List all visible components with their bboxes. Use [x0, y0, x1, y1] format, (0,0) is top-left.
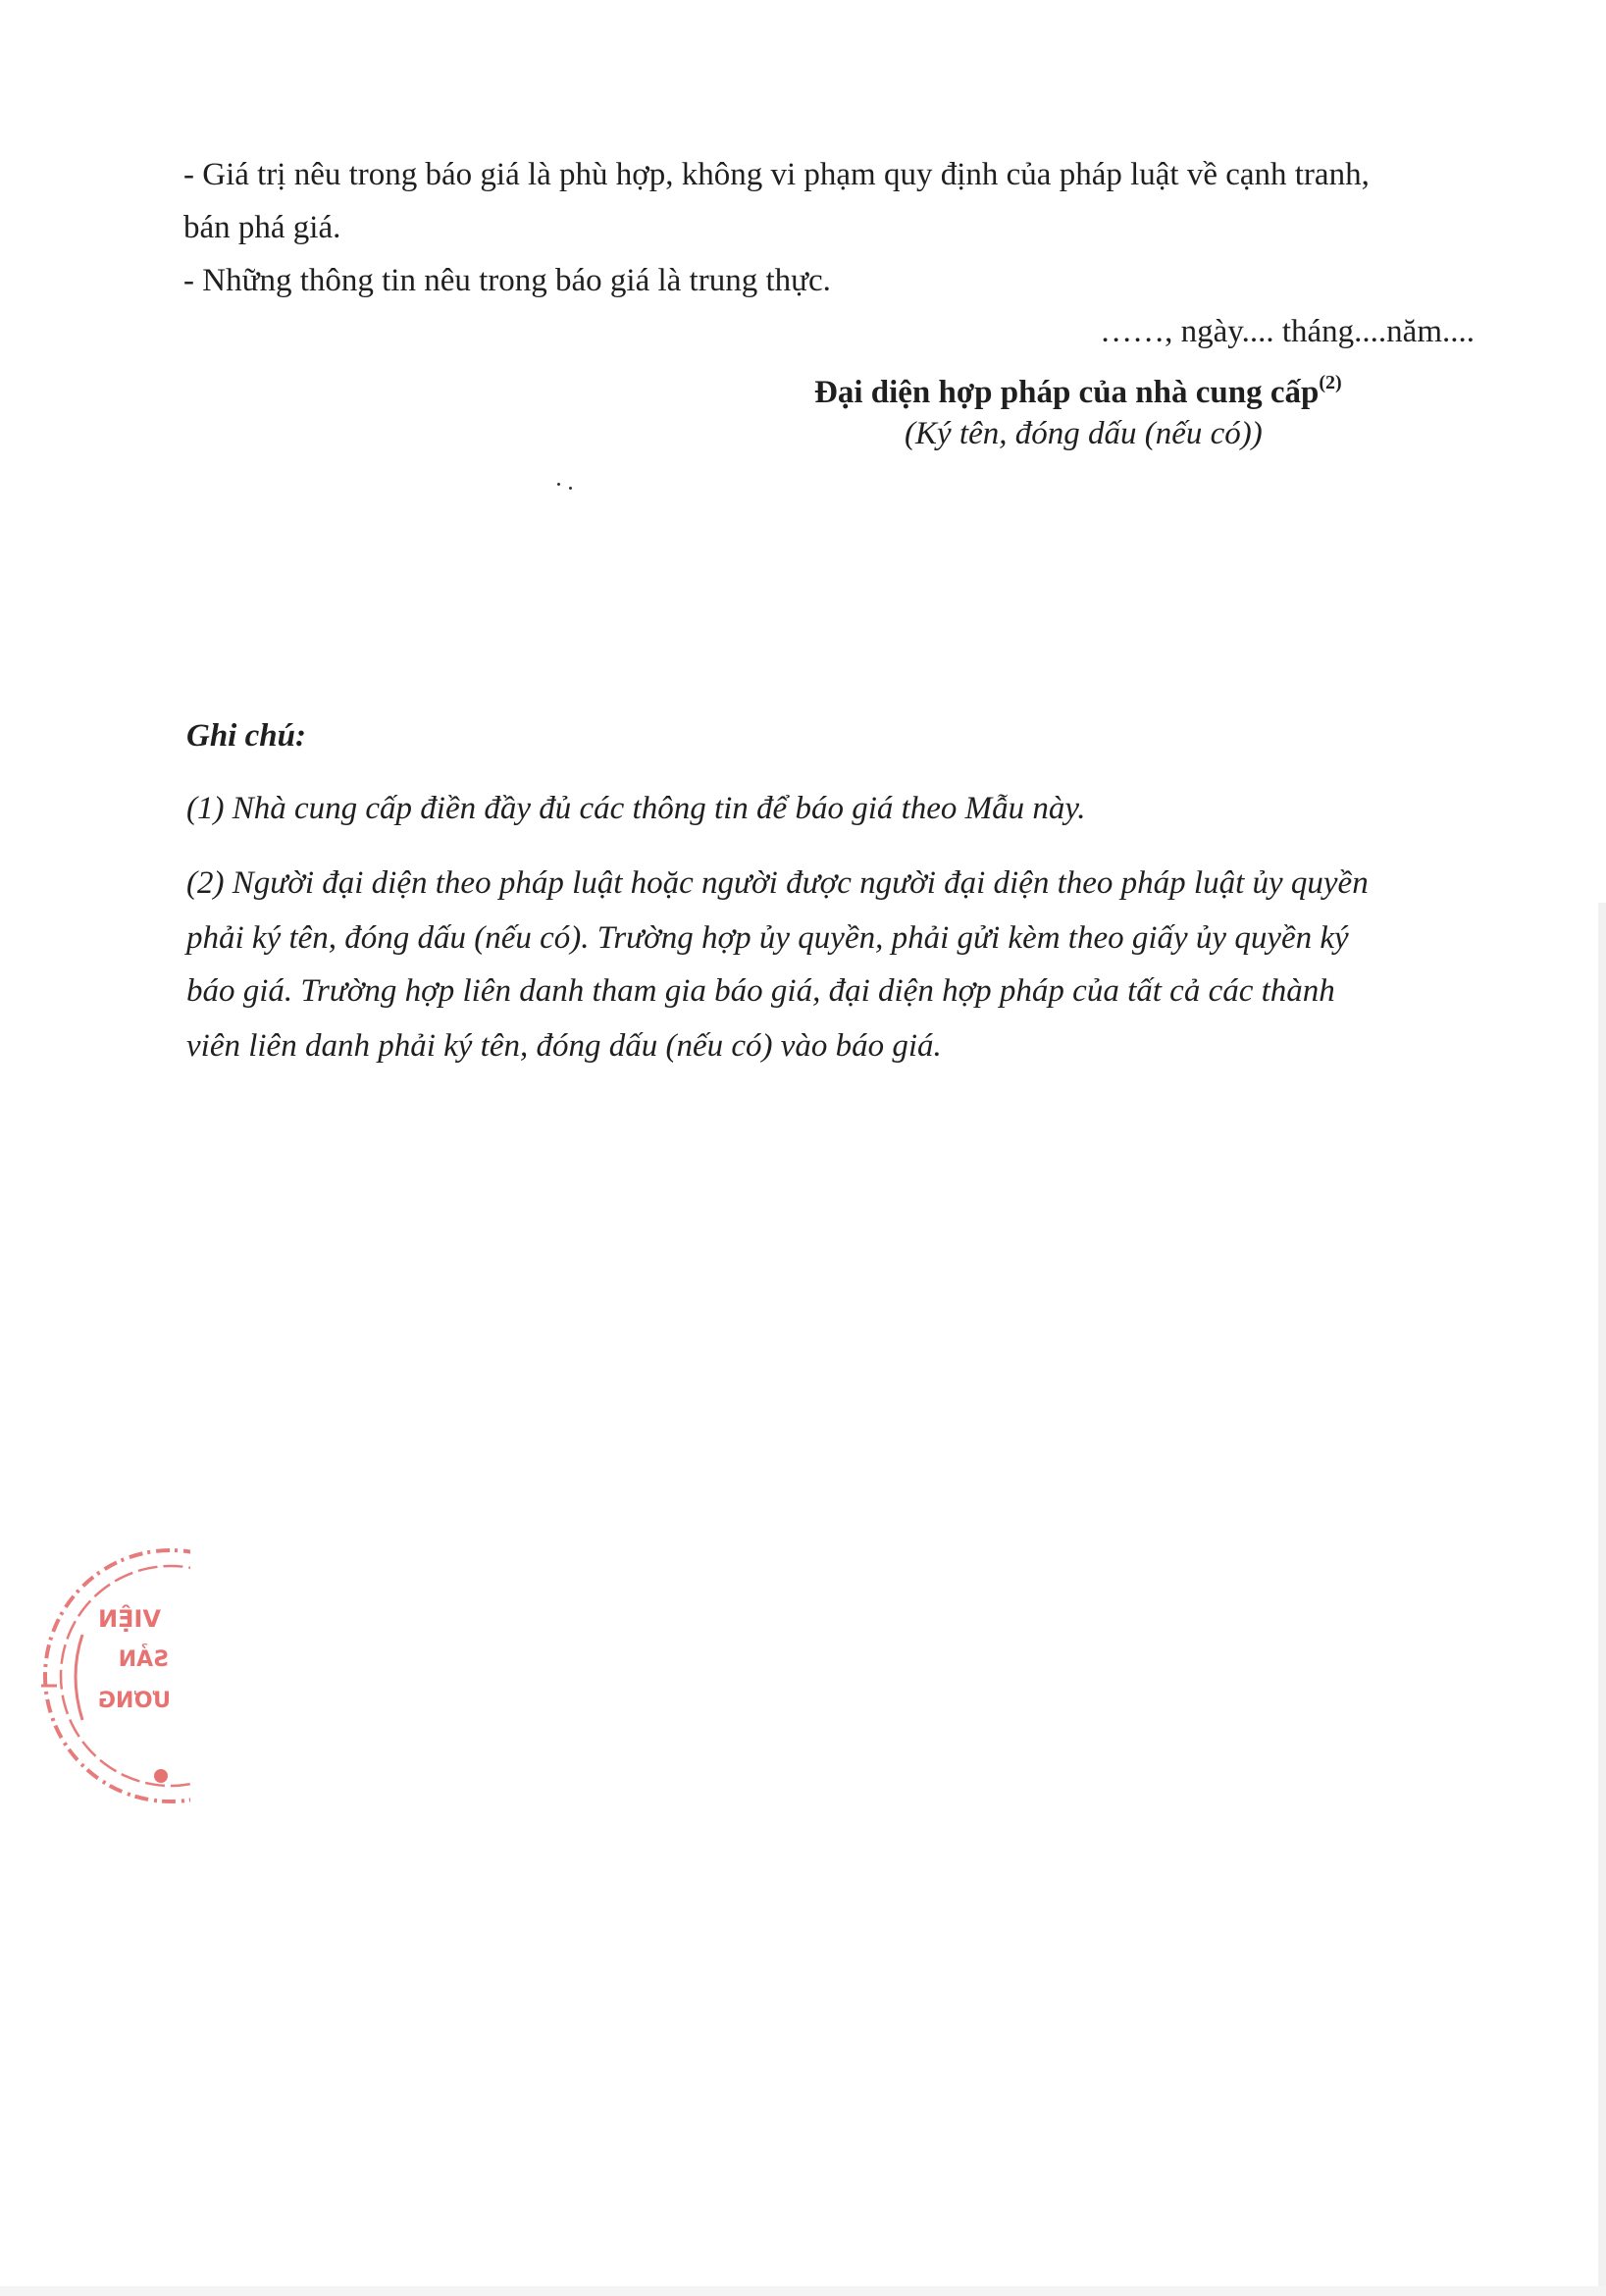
note-line-3: phải ký tên, đóng dấu (nếu có). Trường hợp ủy quyền, phải gửi kèm theo giấy ủy quyền ký [186, 920, 1349, 956]
note-line-1: (1) Nhà cung cấp điền đầy đủ các thông tin để báo giá theo Mẫu này. [186, 791, 1086, 826]
scan-bottom-shadow [0, 2286, 1606, 2296]
scan-speck [557, 483, 560, 486]
note-line-5: viên liên danh phải ký tên, đóng dấu (nếu có) vào báo giá. [186, 1028, 942, 1064]
representative-title-text: Đại diện hợp pháp của nhà cung cấp [814, 375, 1320, 410]
commitment-line-2: bán phá giá. [183, 210, 341, 245]
representative-subtitle: (Ký tên, đóng dấu (nếu có)) [905, 416, 1263, 451]
footnote-ref-2: (2) [1319, 372, 1342, 393]
svg-text:VIỆN: VIỆN [98, 1605, 161, 1633]
scan-speck [569, 487, 572, 490]
representative-title [814, 373, 1342, 412]
date-line: ……, ngày.... tháng....năm.... [1100, 314, 1475, 349]
red-seal-stamp [24, 1519, 190, 1813]
note-line-4: báo giá. Trường hợp liên danh tham gia báo giá, đại diện hợp pháp của tất cả các thành [186, 973, 1335, 1009]
notes-heading: Ghi chú: [186, 718, 306, 754]
commitment-line-1: - Giá trị nêu trong báo giá là phù hợp, không vi phạm quy định của pháp luật về cạnh tranh, [183, 157, 1370, 192]
scan-edge-shadow [1598, 903, 1606, 2296]
stamp-graphic [24, 1519, 190, 1813]
svg-text:SẢN: SẢN [118, 1647, 169, 1672]
svg-text:ƯƠNG: ƯƠNG [97, 1689, 171, 1713]
note-line-2: (2) Người đại diện theo pháp luật hoặc người được người đại diện theo pháp luật ủy quyền [186, 865, 1369, 901]
commitment-line-3: - Những thông tin nêu trong báo giá là trung thực. [183, 263, 831, 298]
